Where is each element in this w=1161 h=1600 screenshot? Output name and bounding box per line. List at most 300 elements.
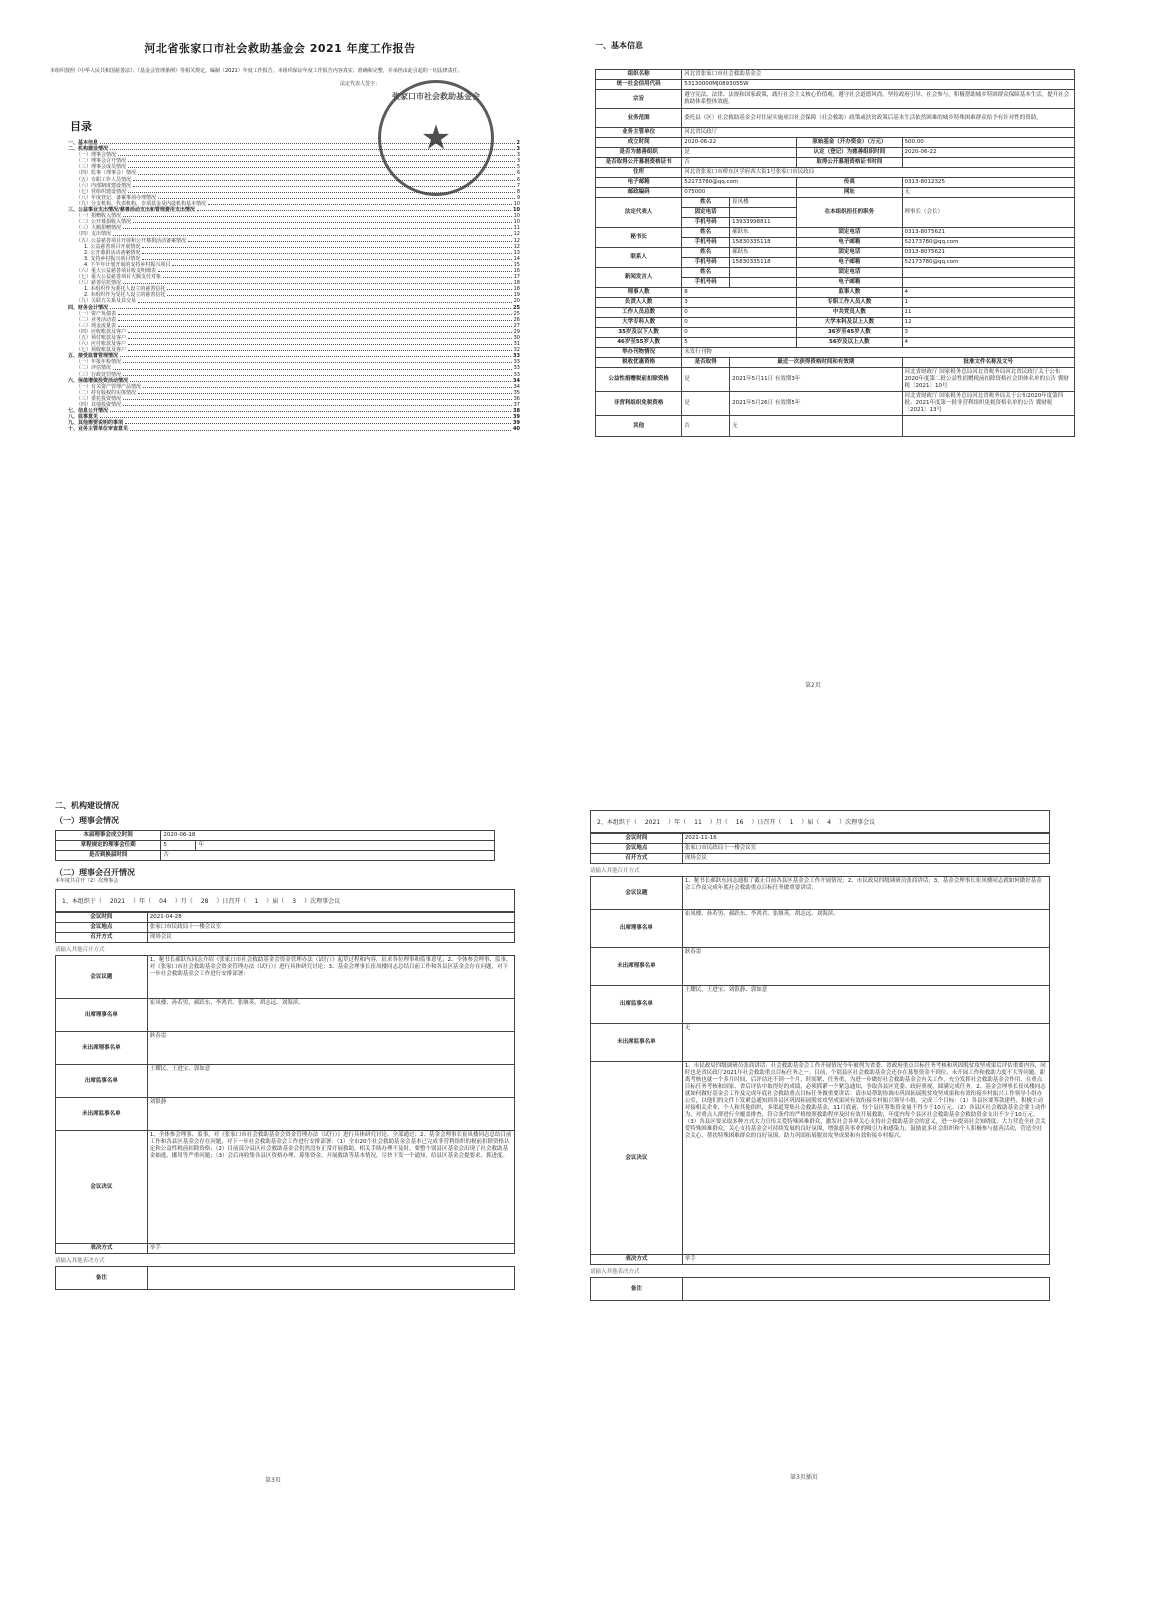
cell	[682, 1278, 1049, 1301]
stats-row	[596, 298, 1075, 308]
toc-item-label: 二、机构建设情况	[68, 146, 109, 153]
cell: 专职工作人员人数	[797, 298, 902, 308]
page-number: 第2页	[805, 682, 821, 689]
toc-leader	[158, 195, 515, 199]
cell: 张家口市民政局十一楼会议室	[147, 923, 514, 933]
cell: 会议议题	[56, 956, 148, 999]
toc-item-label: 八、监事意见	[68, 414, 99, 421]
page-4	[590, 800, 1050, 1480]
toc-item-page: 33	[513, 359, 520, 366]
cell: 在本组织担任的职务	[797, 198, 902, 228]
toc-item-page: 12	[513, 243, 520, 250]
cell: 会议地点	[591, 844, 683, 854]
cell: 河北省张家口市桥东区学府西大街1号张家口市民政局	[682, 168, 1075, 178]
board-table	[55, 830, 495, 861]
meeting-line-part: ）日召开（	[751, 819, 782, 826]
star-icon: ★	[420, 118, 452, 158]
cell: 遵守宪法、法律、法规和国家政策，践行社会主义核心价值观，遵守社会道德风尚。坚持政府引导、社会参与，积极帮助城乡特困群众保障基本生活，提升社会救助体系整体效能。	[682, 90, 1075, 109]
toc-item-page: 38	[513, 408, 520, 415]
meeting-count: 本年度共召开（2）次理事会	[55, 878, 119, 884]
cell: 工作人员总数	[596, 308, 682, 318]
cell: 最近一次获得资格时间和有效期	[730, 358, 902, 368]
toc-item[interactable]	[68, 426, 520, 432]
toc-leader	[113, 365, 512, 369]
toc-item-page: 14	[513, 255, 520, 262]
toc-item-page: 10	[513, 200, 520, 207]
cell: 0313-8012325	[902, 178, 1074, 188]
cell: 手机号码	[682, 258, 730, 268]
toc-item-label: （二）业务活动表	[76, 316, 117, 323]
cell: 固定电话	[797, 268, 902, 278]
cell: 53130000MJ0893055W	[682, 80, 1075, 90]
seal-text: 张家口市社会救助基金会	[392, 92, 480, 101]
toc-leader	[208, 201, 512, 205]
meeting-line-part: ）日召开（	[216, 898, 247, 905]
cell: 王耀民、王进宝、郭如意	[147, 1065, 514, 1098]
cell: 表决方式	[591, 1255, 683, 1265]
toc-item-page: 25	[513, 310, 520, 317]
other-mode-input[interactable]: 请输入其他召开方式	[590, 868, 640, 874]
cell: 500.00	[902, 138, 1074, 148]
toc-leader	[172, 262, 511, 266]
cell: 否	[682, 158, 797, 168]
cell: 组织名称	[596, 70, 682, 80]
cell: 手机号码	[682, 218, 730, 228]
stats-row	[596, 328, 1075, 338]
toc-item-label: 2. 公开募捐活动备案情况	[84, 249, 141, 256]
cell: 否	[682, 416, 730, 437]
subsection-heading: （一）理事会情况	[55, 816, 119, 825]
other-mode-input[interactable]: 请输入其他召开方式	[55, 947, 105, 953]
toc-item-label: （一）年报年检情况	[76, 359, 122, 366]
cell: 电子邮箱	[797, 238, 902, 248]
toc-item-label: （六）应付账款及客户	[76, 341, 127, 348]
meeting-line-part: 16	[735, 819, 744, 826]
cell: 新闻发言人	[596, 268, 682, 288]
toc-item-label: （一）捐赠收入情况	[76, 213, 122, 220]
toc-title: 目录	[70, 120, 92, 133]
cell: 未出席理事名单	[56, 1032, 148, 1065]
cell: 崔凤楼、孙若男、郝跃东、李鸿君、张继英、胡志远、刘海滨、	[147, 999, 514, 1032]
cell: 秘书长	[596, 228, 682, 248]
page-number: 第3页	[265, 1477, 281, 1484]
toc-leader	[123, 280, 512, 284]
toc-leader	[128, 347, 512, 351]
toc-item-label: 五、接受监督管理情况	[68, 353, 119, 360]
meeting-detail-table	[55, 955, 515, 1254]
toc-item-page: 8	[516, 188, 520, 195]
cell: 取得公开募捐资格证书时间	[797, 158, 902, 168]
toc-item-label: 3. 支持乡村振兴项目情况	[84, 255, 141, 262]
cell: 12	[902, 318, 1074, 328]
meeting-line-part: 28	[200, 898, 209, 905]
cell: 邮政编码	[596, 188, 682, 198]
cell: 13933998811	[730, 218, 797, 228]
toc-leader	[110, 408, 511, 412]
cell: 张家口市民政局十一楼会议室	[682, 844, 1049, 854]
toc-leader	[123, 213, 512, 217]
cell: 固定电话	[797, 248, 902, 258]
toc-item-page: 16	[513, 267, 520, 274]
cell: 备注	[56, 1267, 148, 1290]
toc-leader	[128, 341, 512, 345]
cell: 河北省张家口市社会救助基金会	[682, 70, 1075, 80]
cell: 8	[682, 288, 797, 298]
other-vote-input[interactable]: 请输入其他表决方式	[590, 1269, 640, 1275]
cell: 传真	[797, 178, 902, 188]
toc-item-page: 10	[513, 219, 520, 226]
toc-item-page: 31	[513, 341, 520, 348]
toc-leader	[143, 384, 512, 388]
cell: 非营利组织免税资格	[596, 392, 682, 416]
toc-item-label: 四、财务会计情况	[68, 304, 109, 311]
cell: 宗旨	[596, 90, 682, 109]
cell: 本届理事会成立时间	[56, 831, 161, 841]
toc-item-label: （三）理事会成员情况	[76, 164, 127, 171]
meeting-line-part: 2021	[109, 898, 126, 905]
toc-item-label: （三）现金流量表	[76, 322, 117, 329]
meeting-line-part: 11	[694, 819, 702, 826]
toc-item-label: 1. 公益慈善项目开展情况	[84, 243, 141, 250]
cell: 手机号码	[682, 238, 730, 248]
cell: 无	[902, 188, 1074, 198]
cell: 52173780@qq.com	[682, 178, 797, 188]
toc-item-page: 26	[513, 316, 520, 323]
meeting-table	[590, 833, 1050, 864]
cell: 2021年5月11日 有效期3年	[730, 368, 902, 392]
toc-leader	[142, 244, 511, 248]
cell: 会议决议	[56, 1131, 148, 1244]
cell: 成立时间	[596, 138, 682, 148]
cell: 1、全体参会理事、监事，对《张家口市社会救助基金会资金管理办法（试行）》进行具体研究讨论，全部通过；2、基金会理事长崔凤楼同志总结目前工作和各县区基金会存在问题，对下一步社会救助基金会工作进行安排部署：（1）全市20个社会救助基金会基本已完成非营利组织的税前扣除资格认定和公益性税前扣除资格；（2）目前部分县区社会救助基金会仍然没有正常开展救助，相关手续办理不及时，要整个别县区基金会出现了社会救助基金抽逃、挪用等严重问题；（3）会后再收集各县区资格办理、募集资金、开展救助等基本情况，尽快下发一个通知，给县区基金会提要求、抓进度。	[147, 1131, 514, 1244]
toc-item-page: 12	[513, 231, 520, 238]
cell: 举手	[147, 1244, 514, 1254]
toc-item-page: 36	[513, 395, 520, 402]
toc-item-page: 40	[513, 426, 520, 433]
meeting-line-part: ）届（	[801, 819, 820, 826]
cell: 是	[682, 392, 730, 416]
cell	[147, 1267, 514, 1290]
cell: 出席监事名单	[591, 986, 683, 1024]
toc-leader	[130, 378, 511, 382]
toc-item-label: （五）预付账款及客户	[76, 335, 127, 341]
toc-leader	[123, 225, 512, 229]
cell: 中共党员人数	[797, 308, 902, 318]
toc-item-page: 13	[513, 249, 520, 256]
toc-item-label: 1. 本组织作为委托人设立的慈善信托	[84, 286, 166, 293]
cell: 年	[196, 841, 495, 851]
toc-item-page: 39	[513, 420, 520, 427]
toc-item-label: （二）评估情况	[76, 365, 112, 372]
toc-item-label: （五）公益慈善项目开展和公开募捐活动备案情况	[76, 237, 187, 244]
toc-leader	[123, 372, 512, 376]
cell: 2020-06-22	[682, 138, 797, 148]
toc-item-label: （四）其他投资情况	[76, 402, 122, 409]
cell	[902, 158, 1074, 168]
toc-leader	[188, 238, 512, 242]
toc-item-page: 19	[513, 292, 520, 299]
cell: 075000	[682, 188, 797, 198]
toc-item-label: （九）分支机构、代表机构、专项基金及内设机构基本情况	[76, 200, 207, 207]
toc-item-page: 34	[513, 383, 520, 390]
toc-item-page: 9	[516, 194, 520, 201]
report-intro: 本组织按照《中华人民共和国慈善法》、《基金会管理条例》等相关规定，编制（2021）年度工作报告。本组织保证年度工作报告内容真实、准确和完整，并承担由此引起的一切法律责任。	[50, 68, 463, 74]
cell: 姓名	[682, 268, 730, 278]
cell: 公益性捐赠税前扣除资格	[596, 368, 682, 392]
cell: 0	[682, 328, 797, 338]
cell: 联系人	[596, 248, 682, 268]
cell: 大学本科及以上人数	[797, 318, 902, 328]
tax-row	[596, 416, 1075, 437]
toc-leader	[130, 426, 511, 430]
cell: 固定电话	[797, 228, 902, 238]
cell: 3	[682, 298, 797, 308]
cell: 是否取得公开募捐资格证书	[596, 158, 682, 168]
cell	[730, 278, 797, 288]
cell: 无	[682, 1024, 1049, 1062]
cell: 是	[682, 368, 730, 392]
toc-leader	[118, 323, 512, 327]
cell: 52173780@qq.com	[902, 238, 1074, 248]
cell: 章程规定的理事会任期	[56, 841, 161, 851]
cell	[730, 268, 797, 278]
cell: 会议地点	[56, 923, 148, 933]
cell: 5	[161, 841, 196, 851]
cell	[730, 208, 797, 218]
other-vote-input[interactable]: 请输入其他表决方式	[55, 1258, 105, 1264]
stats-row	[596, 338, 1075, 348]
cell: 56岁及以上人数	[797, 338, 902, 348]
cell: 业务主管单位	[596, 128, 682, 138]
cell: 52173780@qq.com	[902, 258, 1074, 268]
cell: 3	[902, 328, 1074, 338]
meeting-line-part: ）年（	[668, 819, 687, 826]
toc-leader	[128, 329, 512, 333]
toc-leader	[163, 274, 512, 278]
cell: 15830335118	[730, 258, 797, 268]
cell: 否	[161, 851, 495, 861]
cell: 表决方式	[56, 1244, 148, 1254]
cell: 姓名	[682, 248, 730, 258]
signer-label: 法定代表人签字：	[340, 81, 381, 87]
cell: 业务范围	[596, 109, 682, 128]
toc-item-page: 29	[513, 328, 520, 335]
toc-item-page: 39	[513, 414, 520, 421]
cell: 网址	[797, 188, 902, 198]
toc-item-label: （三）行政处罚情况	[76, 371, 122, 378]
section-heading: 一、基本信息	[595, 41, 643, 50]
cell: 2021-04-28	[147, 913, 514, 923]
cell: 原始基金（开办资金）（万元）	[797, 138, 902, 148]
toc-item-page: 5	[516, 164, 520, 171]
toc-leader	[123, 359, 512, 363]
cell: 现场会议	[147, 933, 514, 943]
meeting-line-part: 1	[254, 898, 259, 905]
toc-item-label: （一）资产负债表	[76, 310, 117, 317]
toc-item-label: 4. 下半年计划开展的支持乡村振兴项目	[84, 261, 171, 268]
cell: 河北省财政厅 国家税务总局河北省税务局河北省民政厅关于公布2020年度第二批公益性捐赠税前扣除资格社会团体名单的公告 冀财税〔2021〕10号	[902, 368, 1074, 392]
toc-leader	[158, 268, 512, 272]
toc-item-label: 三、公益事业支出情况/慈善活动支出和管理费用支出情况	[68, 207, 195, 214]
cell: 理事长（会长）	[902, 198, 1074, 228]
toc-leader	[128, 335, 512, 339]
toc-leader	[197, 207, 511, 211]
cell: 郝跃东	[730, 248, 797, 258]
stats-row	[596, 288, 1075, 298]
cell: 未出席监事名单	[56, 1098, 148, 1131]
cell: 王耀民、王进宝、刘银静、郭如意	[682, 986, 1049, 1024]
cell: 是	[682, 148, 797, 158]
toc-item-label: （六）内部制度建设情况	[76, 182, 132, 189]
cell: 负责人人数	[596, 298, 682, 308]
toc-leader	[118, 317, 512, 321]
toc-item-page: 37	[513, 402, 520, 409]
meeting-line-part: ）届（	[266, 898, 285, 905]
remark-table	[590, 1277, 1050, 1301]
toc-leader	[142, 256, 511, 260]
cell: 4	[902, 338, 1074, 348]
cell: 5	[682, 338, 797, 348]
cell: 其他	[596, 416, 682, 437]
cell: 出席理事名单	[56, 999, 148, 1032]
cell: 2021-11-16	[682, 834, 1049, 844]
toc-leader	[138, 390, 512, 394]
toc-item-label: （六）重大公益慈善项目收支明细表	[76, 267, 157, 274]
cell: 46岁至55岁人数	[596, 338, 682, 348]
cell: 电子邮箱	[596, 178, 682, 188]
toc-item-label: （八）慈善信托情况	[76, 280, 122, 287]
cell: 崔凤楼、孙若男、郝跃东、李鸿君、张继英、胡志远、刘海滨、	[682, 910, 1049, 948]
toc-item-label: （三）委托投资情况	[76, 395, 122, 402]
cell: 河北省财政厅 国家税务总局河北省税务局关于公布2020年度第四批、2021年度第一批非营利组织免税资格名单的公告 冀财税〔2021〕13号	[902, 392, 1074, 416]
toc-leader	[113, 231, 512, 235]
toc-item-label: 十、业务主管单位审查意见	[68, 426, 129, 433]
cell: 1、秘书长郝跃东同志介绍《张家口市社会救助基金会资金管理办法（试行）》起草过程和内容，征求各位理事和监事意见；2、全体参会理事、监事，对《张家口市社会救助基金会资金管理办法（试行）》进行具体研究讨论；3、基金会理事长崔凤楼同志总结目前工作和各县区基金会存在问题，对下一步社会救助基金会工作进行安排部署：	[147, 956, 514, 999]
meeting-line-part: 1、本组织于（	[62, 898, 102, 905]
toc-leader	[125, 420, 511, 424]
cell: 11	[902, 308, 1074, 318]
section-heading: 二、机构建设情况	[55, 801, 119, 810]
toc-item-page: 15	[513, 261, 520, 268]
meeting-line-part: 3	[292, 898, 297, 905]
cell: 姓名	[682, 198, 730, 208]
meeting-line-part: ）次理事会议	[839, 819, 876, 826]
meeting-line-part: ）月（	[174, 898, 193, 905]
cell: 出席理事名单	[591, 910, 683, 948]
cell: 崔凤楼	[730, 198, 797, 208]
cell: 举办刊物情况	[596, 348, 682, 358]
toc-item-page: 18	[513, 286, 520, 293]
tax-row	[596, 392, 1075, 416]
page-3	[55, 800, 515, 1490]
toc-item-label: （二）公开募捐收入情况	[76, 219, 132, 226]
cell: 是否到换届时间	[56, 851, 161, 861]
toc-item-label: （一）有关资产管理产品情况	[76, 383, 142, 390]
cell: 1、秘书长郝跃东同志通报了截止目前各县区基金会工作开展情况；2、市民政局四级调研员张商讲话；3、基金会理事长崔凤楼同志就如何做好基金会工作及完成年底社会救助重点目标任务做重要讲话：	[682, 877, 1049, 910]
meeting-line-part: 1	[789, 819, 794, 826]
cell: 1	[902, 298, 1074, 308]
cell: 大学专科人数	[596, 318, 682, 328]
cell: 0	[682, 318, 797, 328]
toc-item-page: 6	[516, 170, 520, 177]
toc-item-label: 七、信息公开情况	[68, 408, 109, 415]
cell: 耿春雷	[147, 1032, 514, 1065]
toc-item-page: 20	[513, 298, 520, 305]
cell: 未出席监事名单	[591, 1024, 683, 1062]
meeting-table	[55, 912, 515, 943]
cell: 举手	[682, 1255, 1049, 1265]
cell: 现场会议	[682, 854, 1049, 864]
toc-leader	[133, 219, 512, 223]
page-1	[40, 40, 520, 600]
toc-leader	[110, 305, 511, 309]
toc-item-label: 六、保值增值投资活动情况	[68, 377, 129, 384]
cell: 会议时间	[591, 834, 683, 844]
toc-leader	[123, 402, 512, 406]
cell	[902, 416, 1074, 437]
cell: 2020-06-22	[902, 148, 1074, 158]
toc-item-page: 10	[513, 207, 520, 214]
cell: 监事人数	[797, 288, 902, 298]
cell: 36岁至45岁人数	[797, 328, 902, 338]
cell	[902, 268, 1074, 278]
cell: 会议时间	[56, 913, 148, 923]
cell: 法定代表人	[596, 198, 682, 228]
toc-item-label: （八）年度登记、备案事项办理情况	[76, 194, 157, 201]
toc-item-page: 3	[516, 152, 520, 159]
tax-row	[596, 368, 1075, 392]
toc-item-page: 17	[513, 274, 520, 281]
report-title: 河北省张家口市社会救助基金会 2021 年度工作报告	[144, 42, 416, 55]
cell: 税收优惠资格	[596, 358, 682, 368]
cell: 耿春雷	[682, 948, 1049, 986]
toc-item-page: 11	[513, 225, 520, 232]
toc-item-page: 2	[516, 140, 520, 146]
cell: 电子邮箱	[797, 278, 902, 288]
toc-item-page: 33	[513, 353, 520, 360]
toc-item-page: 33	[513, 371, 520, 378]
toc-item-page: 35	[513, 389, 520, 396]
meeting-line	[55, 889, 515, 912]
toc-item-label: （四）监事（理事会）情况	[76, 170, 137, 177]
meeting-line-part: 04	[159, 898, 167, 905]
toc-item-page: 30	[513, 335, 520, 341]
toc-item-page: 27	[513, 322, 520, 329]
cell: 4	[902, 288, 1074, 298]
cell: 郝跃东	[730, 228, 797, 238]
toc-item-label: （七）党组织建设情况	[76, 188, 127, 195]
cell: 无	[730, 416, 902, 437]
cell: 备注	[591, 1278, 683, 1301]
cell: 电子邮箱	[797, 258, 902, 268]
cell: 认定（登记）为慈善组织时间	[797, 148, 902, 158]
cell: 2020-06-18	[161, 831, 495, 841]
meeting-line-part: ）月（	[709, 819, 728, 826]
cell: 15830335118	[730, 238, 797, 248]
toc-item-label: 2. 本组织作为受托人设立的慈善信托	[84, 292, 166, 299]
cell: 刘银静	[147, 1098, 514, 1131]
remark-table	[55, 1266, 515, 1290]
basic-info-table	[595, 69, 1075, 437]
toc-item-label: （二）理事会召开情况	[76, 158, 127, 165]
cell: 0	[682, 308, 797, 318]
toc-item-label: （二）持有股权的实体情况	[76, 389, 137, 396]
toc-leader	[167, 292, 511, 296]
toc-leader	[123, 396, 512, 400]
meeting-line-part: ）年（	[133, 898, 152, 905]
cell: 未发行刊物	[682, 348, 1075, 358]
meeting-detail-table	[590, 876, 1050, 1265]
